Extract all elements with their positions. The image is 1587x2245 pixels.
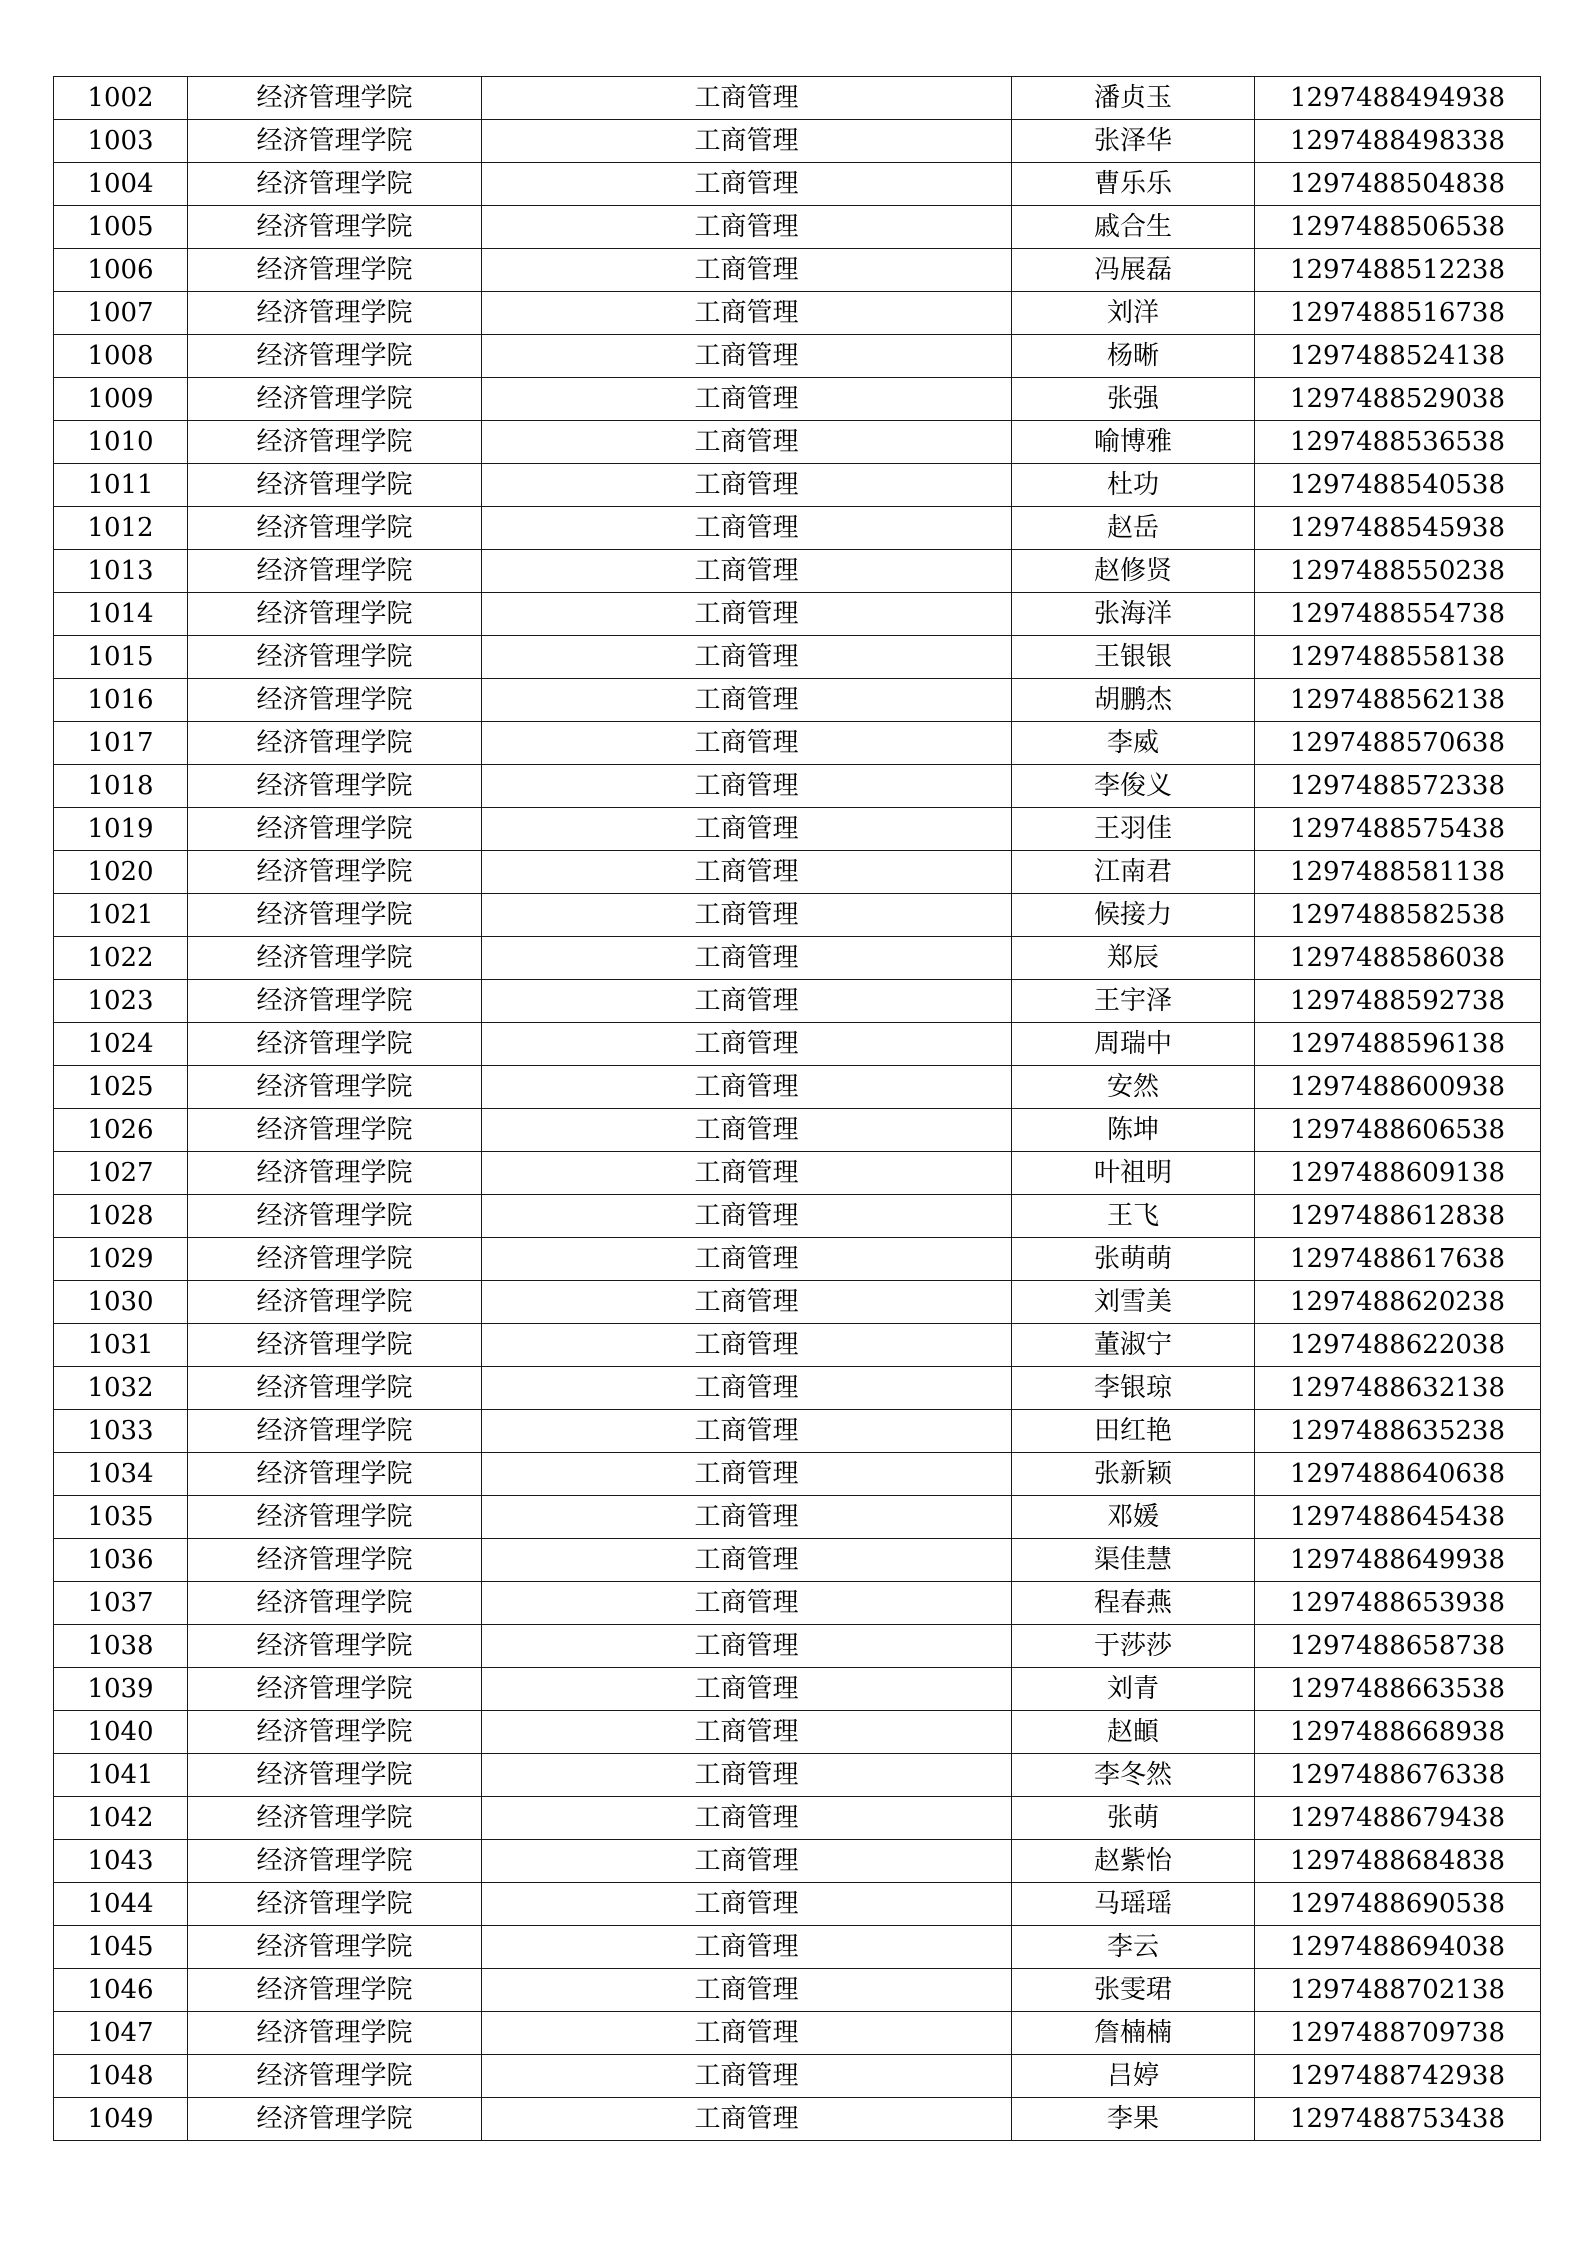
candidate-number-cell: 1297488690538: [1255, 1883, 1541, 1926]
student-name-cell: 叶祖明: [1012, 1152, 1255, 1195]
student-name-cell: 江南君: [1012, 851, 1255, 894]
row-id-cell: 1016: [54, 679, 188, 722]
table-row: [54, 2055, 1541, 2098]
table-row: [54, 937, 1541, 980]
row-id-cell: 1021: [54, 894, 188, 937]
table-row: [54, 1410, 1541, 1453]
student-roster-table: [53, 76, 1541, 2141]
college-cell: 经济管理学院: [188, 1324, 482, 1367]
table-row: [54, 851, 1541, 894]
major-cell: 工商管理: [482, 1195, 1012, 1238]
student-name-cell: 李果: [1012, 2098, 1255, 2141]
college-cell: 经济管理学院: [188, 464, 482, 507]
row-id-cell: 1006: [54, 249, 188, 292]
row-id-cell: 1022: [54, 937, 188, 980]
candidate-number-cell: 1297488524138: [1255, 335, 1541, 378]
college-cell: 经济管理学院: [188, 1195, 482, 1238]
student-name-cell: 张雯珺: [1012, 1969, 1255, 2012]
major-cell: 工商管理: [482, 292, 1012, 335]
major-cell: 工商管理: [482, 1668, 1012, 1711]
row-id-cell: 1019: [54, 808, 188, 851]
candidate-number-cell: 1297488512238: [1255, 249, 1541, 292]
row-id-cell: 1017: [54, 722, 188, 765]
row-id-cell: 1046: [54, 1969, 188, 2012]
college-cell: 经济管理学院: [188, 1840, 482, 1883]
college-cell: 经济管理学院: [188, 1539, 482, 1582]
major-cell: 工商管理: [482, 1152, 1012, 1195]
candidate-number-cell: 1297488504838: [1255, 163, 1541, 206]
student-name-cell: 郑辰: [1012, 937, 1255, 980]
row-id-cell: 1013: [54, 550, 188, 593]
table-row: [54, 206, 1541, 249]
table-row: [54, 1496, 1541, 1539]
student-name-cell: 李云: [1012, 1926, 1255, 1969]
college-cell: 经济管理学院: [188, 1109, 482, 1152]
row-id-cell: 1008: [54, 335, 188, 378]
college-cell: 经济管理学院: [188, 1926, 482, 1969]
college-cell: 经济管理学院: [188, 163, 482, 206]
student-name-cell: 张泽华: [1012, 120, 1255, 163]
major-cell: 工商管理: [482, 980, 1012, 1023]
table-row: [54, 335, 1541, 378]
table-row: [54, 1109, 1541, 1152]
row-id-cell: 1015: [54, 636, 188, 679]
major-cell: 工商管理: [482, 894, 1012, 937]
student-name-cell: 杨晰: [1012, 335, 1255, 378]
college-cell: 经济管理学院: [188, 980, 482, 1023]
row-id-cell: 1003: [54, 120, 188, 163]
table-row: [54, 120, 1541, 163]
college-cell: 经济管理学院: [188, 1367, 482, 1410]
candidate-number-cell: 1297488702138: [1255, 1969, 1541, 2012]
candidate-number-cell: 1297488545938: [1255, 507, 1541, 550]
table-row: [54, 722, 1541, 765]
candidate-number-cell: 1297488570638: [1255, 722, 1541, 765]
row-id-cell: 1049: [54, 2098, 188, 2141]
college-cell: 经济管理学院: [188, 1883, 482, 1926]
student-name-cell: 王羽佳: [1012, 808, 1255, 851]
table-row: [54, 1281, 1541, 1324]
major-cell: 工商管理: [482, 851, 1012, 894]
college-cell: 经济管理学院: [188, 2012, 482, 2055]
candidate-number-cell: 1297488676338: [1255, 1754, 1541, 1797]
student-name-cell: 詹楠楠: [1012, 2012, 1255, 2055]
table-row: [54, 1582, 1541, 1625]
candidate-number-cell: 1297488554738: [1255, 593, 1541, 636]
candidate-number-cell: 1297488536538: [1255, 421, 1541, 464]
college-cell: 经济管理学院: [188, 378, 482, 421]
row-id-cell: 1026: [54, 1109, 188, 1152]
roster-table-body: [54, 77, 1541, 2141]
major-cell: 工商管理: [482, 722, 1012, 765]
college-cell: 经济管理学院: [188, 2055, 482, 2098]
student-name-cell: 邓媛: [1012, 1496, 1255, 1539]
college-cell: 经济管理学院: [188, 722, 482, 765]
college-cell: 经济管理学院: [188, 1066, 482, 1109]
college-cell: 经济管理学院: [188, 206, 482, 249]
student-name-cell: 潘贞玉: [1012, 77, 1255, 120]
major-cell: 工商管理: [482, 1281, 1012, 1324]
college-cell: 经济管理学院: [188, 1625, 482, 1668]
candidate-number-cell: 1297488596138: [1255, 1023, 1541, 1066]
student-name-cell: 赵岳: [1012, 507, 1255, 550]
candidate-number-cell: 1297488622038: [1255, 1324, 1541, 1367]
candidate-number-cell: 1297488612838: [1255, 1195, 1541, 1238]
row-id-cell: 1029: [54, 1238, 188, 1281]
college-cell: 经济管理学院: [188, 1238, 482, 1281]
major-cell: 工商管理: [482, 1324, 1012, 1367]
major-cell: 工商管理: [482, 1926, 1012, 1969]
candidate-number-cell: 1297488663538: [1255, 1668, 1541, 1711]
college-cell: 经济管理学院: [188, 120, 482, 163]
student-name-cell: 赵頔: [1012, 1711, 1255, 1754]
student-name-cell: 程春燕: [1012, 1582, 1255, 1625]
row-id-cell: 1036: [54, 1539, 188, 1582]
row-id-cell: 1047: [54, 2012, 188, 2055]
row-id-cell: 1007: [54, 292, 188, 335]
table-row: [54, 1324, 1541, 1367]
college-cell: 经济管理学院: [188, 1023, 482, 1066]
table-row: [54, 1453, 1541, 1496]
row-id-cell: 1010: [54, 421, 188, 464]
table-row: [54, 1195, 1541, 1238]
row-id-cell: 1004: [54, 163, 188, 206]
major-cell: 工商管理: [482, 937, 1012, 980]
major-cell: 工商管理: [482, 206, 1012, 249]
row-id-cell: 1048: [54, 2055, 188, 2098]
candidate-number-cell: 1297488562138: [1255, 679, 1541, 722]
table-row: [54, 894, 1541, 937]
major-cell: 工商管理: [482, 421, 1012, 464]
candidate-number-cell: 1297488653938: [1255, 1582, 1541, 1625]
candidate-number-cell: 1297488558138: [1255, 636, 1541, 679]
major-cell: 工商管理: [482, 378, 1012, 421]
student-name-cell: 李银琼: [1012, 1367, 1255, 1410]
table-row: [54, 980, 1541, 1023]
student-name-cell: 戚合生: [1012, 206, 1255, 249]
row-id-cell: 1032: [54, 1367, 188, 1410]
student-name-cell: 冯展磊: [1012, 249, 1255, 292]
table-row: [54, 1152, 1541, 1195]
table-row: [54, 1711, 1541, 1754]
student-name-cell: 安然: [1012, 1066, 1255, 1109]
student-name-cell: 赵紫怡: [1012, 1840, 1255, 1883]
candidate-number-cell: 1297488606538: [1255, 1109, 1541, 1152]
table-row: [54, 163, 1541, 206]
table-row: [54, 1883, 1541, 1926]
table-row: [54, 1367, 1541, 1410]
student-name-cell: 候接力: [1012, 894, 1255, 937]
student-name-cell: 马瑶瑶: [1012, 1883, 1255, 1926]
table-row: [54, 593, 1541, 636]
table-row: [54, 1754, 1541, 1797]
row-id-cell: 1005: [54, 206, 188, 249]
candidate-number-cell: 1297488684838: [1255, 1840, 1541, 1883]
candidate-number-cell: 1297488635238: [1255, 1410, 1541, 1453]
college-cell: 经济管理学院: [188, 1668, 482, 1711]
major-cell: 工商管理: [482, 1754, 1012, 1797]
row-id-cell: 1014: [54, 593, 188, 636]
student-name-cell: 吕婷: [1012, 2055, 1255, 2098]
college-cell: 经济管理学院: [188, 937, 482, 980]
table-row: [54, 550, 1541, 593]
student-name-cell: 陈坤: [1012, 1109, 1255, 1152]
student-name-cell: 喻博雅: [1012, 421, 1255, 464]
row-id-cell: 1025: [54, 1066, 188, 1109]
row-id-cell: 1012: [54, 507, 188, 550]
candidate-number-cell: 1297488600938: [1255, 1066, 1541, 1109]
major-cell: 工商管理: [482, 1238, 1012, 1281]
college-cell: 经济管理学院: [188, 851, 482, 894]
student-name-cell: 王银银: [1012, 636, 1255, 679]
candidate-number-cell: 1297488679438: [1255, 1797, 1541, 1840]
college-cell: 经济管理学院: [188, 808, 482, 851]
student-name-cell: 张萌萌: [1012, 1238, 1255, 1281]
candidate-number-cell: 1297488586038: [1255, 937, 1541, 980]
row-id-cell: 1045: [54, 1926, 188, 1969]
student-name-cell: 田红艳: [1012, 1410, 1255, 1453]
row-id-cell: 1038: [54, 1625, 188, 1668]
major-cell: 工商管理: [482, 1625, 1012, 1668]
college-cell: 经济管理学院: [188, 679, 482, 722]
student-name-cell: 刘洋: [1012, 292, 1255, 335]
major-cell: 工商管理: [482, 1367, 1012, 1410]
row-id-cell: 1034: [54, 1453, 188, 1496]
major-cell: 工商管理: [482, 1711, 1012, 1754]
college-cell: 经济管理学院: [188, 1797, 482, 1840]
major-cell: 工商管理: [482, 1539, 1012, 1582]
candidate-number-cell: 1297488645438: [1255, 1496, 1541, 1539]
row-id-cell: 1043: [54, 1840, 188, 1883]
candidate-number-cell: 1297488640638: [1255, 1453, 1541, 1496]
major-cell: 工商管理: [482, 249, 1012, 292]
candidate-number-cell: 1297488609138: [1255, 1152, 1541, 1195]
table-row: [54, 2098, 1541, 2141]
major-cell: 工商管理: [482, 1453, 1012, 1496]
major-cell: 工商管理: [482, 335, 1012, 378]
table-row: [54, 1023, 1541, 1066]
candidate-number-cell: 1297488540538: [1255, 464, 1541, 507]
candidate-number-cell: 1297488494938: [1255, 77, 1541, 120]
row-id-cell: 1035: [54, 1496, 188, 1539]
table-row: [54, 636, 1541, 679]
major-cell: 工商管理: [482, 120, 1012, 163]
college-cell: 经济管理学院: [188, 894, 482, 937]
candidate-number-cell: 1297488506538: [1255, 206, 1541, 249]
major-cell: 工商管理: [482, 593, 1012, 636]
row-id-cell: 1042: [54, 1797, 188, 1840]
table-row: [54, 77, 1541, 120]
college-cell: 经济管理学院: [188, 77, 482, 120]
candidate-number-cell: 1297488632138: [1255, 1367, 1541, 1410]
candidate-number-cell: 1297488575438: [1255, 808, 1541, 851]
major-cell: 工商管理: [482, 1109, 1012, 1152]
row-id-cell: 1033: [54, 1410, 188, 1453]
college-cell: 经济管理学院: [188, 1754, 482, 1797]
major-cell: 工商管理: [482, 2012, 1012, 2055]
candidate-number-cell: 1297488620238: [1255, 1281, 1541, 1324]
row-id-cell: 1031: [54, 1324, 188, 1367]
major-cell: 工商管理: [482, 636, 1012, 679]
student-name-cell: 刘青: [1012, 1668, 1255, 1711]
candidate-number-cell: 1297488649938: [1255, 1539, 1541, 1582]
major-cell: 工商管理: [482, 2098, 1012, 2141]
college-cell: 经济管理学院: [188, 1453, 482, 1496]
table-row: [54, 1926, 1541, 1969]
student-name-cell: 张海洋: [1012, 593, 1255, 636]
row-id-cell: 1027: [54, 1152, 188, 1195]
college-cell: 经济管理学院: [188, 550, 482, 593]
major-cell: 工商管理: [482, 163, 1012, 206]
major-cell: 工商管理: [482, 77, 1012, 120]
college-cell: 经济管理学院: [188, 1496, 482, 1539]
student-name-cell: 张新颖: [1012, 1453, 1255, 1496]
table-row: [54, 1969, 1541, 2012]
candidate-number-cell: 1297488498338: [1255, 120, 1541, 163]
candidate-number-cell: 1297488529038: [1255, 378, 1541, 421]
row-id-cell: 1018: [54, 765, 188, 808]
student-name-cell: 刘雪美: [1012, 1281, 1255, 1324]
student-name-cell: 胡鹏杰: [1012, 679, 1255, 722]
candidate-number-cell: 1297488753438: [1255, 2098, 1541, 2141]
table-row: [54, 1840, 1541, 1883]
candidate-number-cell: 1297488581138: [1255, 851, 1541, 894]
table-row: [54, 1066, 1541, 1109]
major-cell: 工商管理: [482, 1066, 1012, 1109]
major-cell: 工商管理: [482, 507, 1012, 550]
candidate-number-cell: 1297488516738: [1255, 292, 1541, 335]
row-id-cell: 1037: [54, 1582, 188, 1625]
college-cell: 经济管理学院: [188, 2098, 482, 2141]
candidate-number-cell: 1297488694038: [1255, 1926, 1541, 1969]
candidate-number-cell: 1297488550238: [1255, 550, 1541, 593]
major-cell: 工商管理: [482, 679, 1012, 722]
table-row: [54, 1238, 1541, 1281]
college-cell: 经济管理学院: [188, 1969, 482, 2012]
table-row: [54, 249, 1541, 292]
college-cell: 经济管理学院: [188, 1410, 482, 1453]
candidate-number-cell: 1297488658738: [1255, 1625, 1541, 1668]
row-id-cell: 1020: [54, 851, 188, 894]
student-name-cell: 李威: [1012, 722, 1255, 765]
college-cell: 经济管理学院: [188, 636, 482, 679]
student-name-cell: 张强: [1012, 378, 1255, 421]
student-name-cell: 曹乐乐: [1012, 163, 1255, 206]
row-id-cell: 1023: [54, 980, 188, 1023]
candidate-number-cell: 1297488582538: [1255, 894, 1541, 937]
student-name-cell: 渠佳慧: [1012, 1539, 1255, 1582]
table-row: [54, 1625, 1541, 1668]
table-row: [54, 1539, 1541, 1582]
major-cell: 工商管理: [482, 1969, 1012, 2012]
major-cell: 工商管理: [482, 765, 1012, 808]
student-name-cell: 杜功: [1012, 464, 1255, 507]
college-cell: 经济管理学院: [188, 249, 482, 292]
major-cell: 工商管理: [482, 1496, 1012, 1539]
student-name-cell: 于莎莎: [1012, 1625, 1255, 1668]
college-cell: 经济管理学院: [188, 1152, 482, 1195]
row-id-cell: 1002: [54, 77, 188, 120]
student-name-cell: 王飞: [1012, 1195, 1255, 1238]
row-id-cell: 1039: [54, 1668, 188, 1711]
table-row: [54, 679, 1541, 722]
major-cell: 工商管理: [482, 1410, 1012, 1453]
student-name-cell: 李冬然: [1012, 1754, 1255, 1797]
major-cell: 工商管理: [482, 1797, 1012, 1840]
student-name-cell: 赵修贤: [1012, 550, 1255, 593]
college-cell: 经济管理学院: [188, 765, 482, 808]
student-name-cell: 董淑宁: [1012, 1324, 1255, 1367]
row-id-cell: 1040: [54, 1711, 188, 1754]
student-name-cell: 王宇泽: [1012, 980, 1255, 1023]
table-row: [54, 765, 1541, 808]
candidate-number-cell: 1297488668938: [1255, 1711, 1541, 1754]
student-name-cell: 李俊义: [1012, 765, 1255, 808]
major-cell: 工商管理: [482, 808, 1012, 851]
major-cell: 工商管理: [482, 1582, 1012, 1625]
candidate-number-cell: 1297488709738: [1255, 2012, 1541, 2055]
row-id-cell: 1024: [54, 1023, 188, 1066]
major-cell: 工商管理: [482, 1023, 1012, 1066]
table-row: [54, 292, 1541, 335]
candidate-number-cell: 1297488742938: [1255, 2055, 1541, 2098]
major-cell: 工商管理: [482, 1840, 1012, 1883]
row-id-cell: 1041: [54, 1754, 188, 1797]
candidate-number-cell: 1297488572338: [1255, 765, 1541, 808]
college-cell: 经济管理学院: [188, 1711, 482, 1754]
table-row: [54, 378, 1541, 421]
college-cell: 经济管理学院: [188, 335, 482, 378]
row-id-cell: 1030: [54, 1281, 188, 1324]
table-row: [54, 1668, 1541, 1711]
row-id-cell: 1028: [54, 1195, 188, 1238]
college-cell: 经济管理学院: [188, 1582, 482, 1625]
college-cell: 经济管理学院: [188, 593, 482, 636]
student-name-cell: 张萌: [1012, 1797, 1255, 1840]
table-row: [54, 808, 1541, 851]
table-row: [54, 421, 1541, 464]
row-id-cell: 1044: [54, 1883, 188, 1926]
table-row: [54, 464, 1541, 507]
college-cell: 经济管理学院: [188, 292, 482, 335]
table-row: [54, 1797, 1541, 1840]
candidate-number-cell: 1297488592738: [1255, 980, 1541, 1023]
table-row: [54, 2012, 1541, 2055]
major-cell: 工商管理: [482, 464, 1012, 507]
major-cell: 工商管理: [482, 2055, 1012, 2098]
table-row: [54, 507, 1541, 550]
college-cell: 经济管理学院: [188, 1281, 482, 1324]
candidate-number-cell: 1297488617638: [1255, 1238, 1541, 1281]
college-cell: 经济管理学院: [188, 421, 482, 464]
row-id-cell: 1011: [54, 464, 188, 507]
college-cell: 经济管理学院: [188, 507, 482, 550]
major-cell: 工商管理: [482, 1883, 1012, 1926]
row-id-cell: 1009: [54, 378, 188, 421]
major-cell: 工商管理: [482, 550, 1012, 593]
student-name-cell: 周瑞中: [1012, 1023, 1255, 1066]
